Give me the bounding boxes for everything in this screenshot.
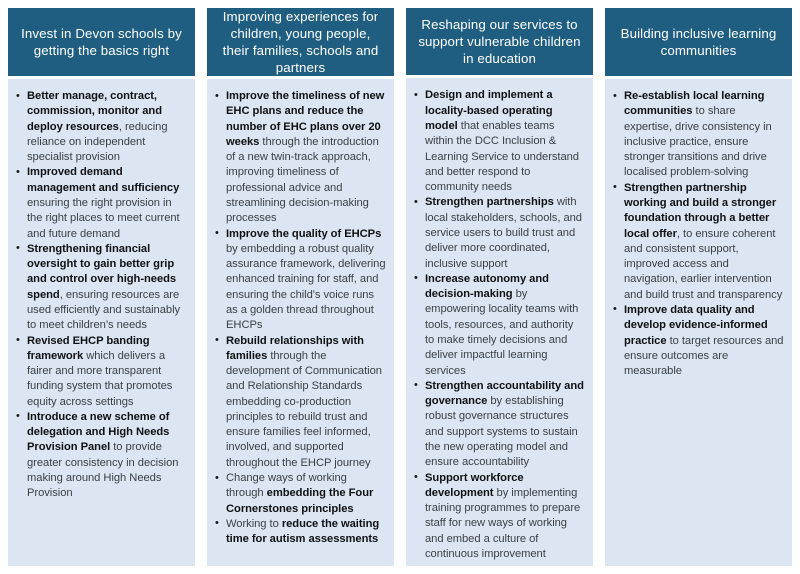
bullet-prefix-text: Working to (226, 517, 282, 530)
list-item (14, 334, 187, 410)
column-body-3 (406, 78, 593, 566)
bullet-body-text: by implementing training programmes to prepare staff for new ways of working and embed a culture of continuous improvement (425, 486, 581, 560)
bullet-list-3 (412, 88, 585, 562)
bullet-body-text: , reducing reliance on independent specialist provision (27, 120, 168, 164)
bullet-lead-text: Strengthening financial oversight to gain better grip and control over high-needs spend (27, 242, 177, 301)
list-item (611, 181, 784, 303)
bullet-lead-text: Increase autonomy and decision-making (425, 272, 549, 301)
bullet-body-text: that enables teams within the DCC Inclusion & Learning Service to understand and better respond to community needs (425, 120, 579, 194)
strategy-column-2 (207, 8, 394, 566)
list-item (412, 471, 585, 563)
list-item (412, 379, 585, 471)
column-header-title-4: Building inclusive learning communities (620, 25, 777, 58)
bullet-body-text: ensuring the right provision in the right places to meet current and future demand (27, 196, 180, 240)
column-body-2 (207, 79, 394, 566)
list-item (213, 334, 386, 472)
list-item (14, 165, 187, 241)
column-header-title-1: Invest in Devon schools by getting the basics right (21, 25, 182, 58)
bullet-list-2 (213, 89, 386, 547)
bullet-body-text: to share expertise, drive consistency in inclusive practice, ensure stronger transitions and drive localised problem-solving (624, 105, 772, 179)
list-item (14, 410, 187, 502)
list-item (213, 227, 386, 334)
column-header-1 (8, 8, 195, 76)
bullet-body-text: to target resources and ensure outcomes are measurable (624, 334, 784, 378)
bullet-body-text: by establishing robust governance structures and support systems to sustain the new operating model and ensure accountability (425, 395, 578, 469)
bullet-lead-text: Strengthen accountability and governance (425, 379, 584, 408)
bullet-body-text: with local stakeholders, schools, and service users to build trust and deliver more coordinated, inclusive support (425, 196, 582, 270)
bullet-lead-text: Improve the timeliness of new EHC plans and reduce the number of EHC plans over 20 weeks (226, 90, 385, 148)
bullet-lead-text: Rebuild relationships with families (226, 334, 364, 362)
list-item (412, 88, 585, 195)
bullet-lead-text: reduce the waiting time for autism assessments (226, 517, 380, 546)
bullet-lead-text: Introduce a new scheme of delegation and High Needs Provision Panel (27, 410, 170, 454)
list-item (412, 195, 585, 271)
bullet-lead-text: Re-establish local learning communities (624, 90, 765, 118)
bullet-list-4 (611, 89, 784, 379)
column-header-4 (605, 8, 792, 76)
bullet-body-text: through the development of Communication and Relationship Standards embedding co-production principles to rebuild trust and ensure families feel informed, involved, and supported throughout the EHCP journey (226, 349, 382, 469)
column-header-title-2: Improving experiences for children, young people, their families, schools and partners (222, 8, 379, 76)
bullet-lead-text: Better manage, contract, commission, monitor and deploy resources (27, 90, 162, 133)
strategy-column-3 (406, 8, 593, 566)
bullet-body-text: to provide greater consistency in decision making around High Needs Provision (27, 441, 179, 500)
list-item (611, 89, 784, 181)
bullet-lead-text: Design and implement a locality-based operating model (425, 89, 553, 133)
bullet-prefix-text: Change ways of working through (226, 472, 347, 500)
bullet-lead-text: Support workforce development (425, 471, 524, 499)
bullet-lead-text: Revised EHCP banding framework (27, 334, 150, 362)
list-item (213, 471, 386, 517)
column-header-3 (406, 8, 593, 75)
bullet-lead-text: Improve the quality of EHCPs (226, 227, 382, 240)
list-item (412, 272, 585, 379)
column-body-1 (8, 79, 195, 566)
list-item (14, 89, 187, 165)
list-item (611, 303, 784, 379)
bullet-body-text: through the introduction of a new twin-track approach, improving timeliness of professional advice and streamlining decision-making processes (226, 135, 379, 225)
bullet-body-text: by empowering locality teams with tools, resources, and authority to make timely decisions and deliver impactful learning services (425, 288, 579, 377)
strategy-column-4 (605, 8, 792, 566)
bullet-lead-text: Strengthen partnerships (425, 196, 554, 209)
bullet-body-text: , to ensure coherent and consistent support, improved access and navigation, earlier intervention and build trust and transparency (624, 227, 783, 301)
bullet-list-1 (14, 89, 187, 502)
list-item (213, 89, 386, 227)
column-header-title-3: Reshaping our services to support vulnerable children in education (418, 17, 581, 67)
bullet-lead-text: Improved demand management and sufficiency (27, 166, 180, 194)
bullet-lead-text: embedding the Four Cornerstones principles (226, 487, 374, 515)
column-header-2 (207, 8, 394, 76)
list-item (213, 517, 386, 548)
bullet-lead-text: Improve data quality and develop evidence-informed practice (624, 303, 768, 347)
bullet-body-text: , ensuring resources are used efficiently and sustainably to meet children’s needs (27, 288, 181, 332)
bullet-lead-text: Strengthen partnership working and build a stronger foundation through a better local offer (624, 181, 777, 240)
column-body-4 (605, 79, 792, 566)
bullet-body-text: by embedding a robust quality assurance framework, delivering enhanced training for staff, and ensuring the child's voice runs as a golden thread throughout EHCPs (226, 242, 386, 332)
bullet-body-text: which delivers a fairer and more transparent funding system that promotes equity across settings (27, 349, 173, 408)
list-item (14, 242, 187, 334)
strategy-column-1 (8, 8, 195, 566)
